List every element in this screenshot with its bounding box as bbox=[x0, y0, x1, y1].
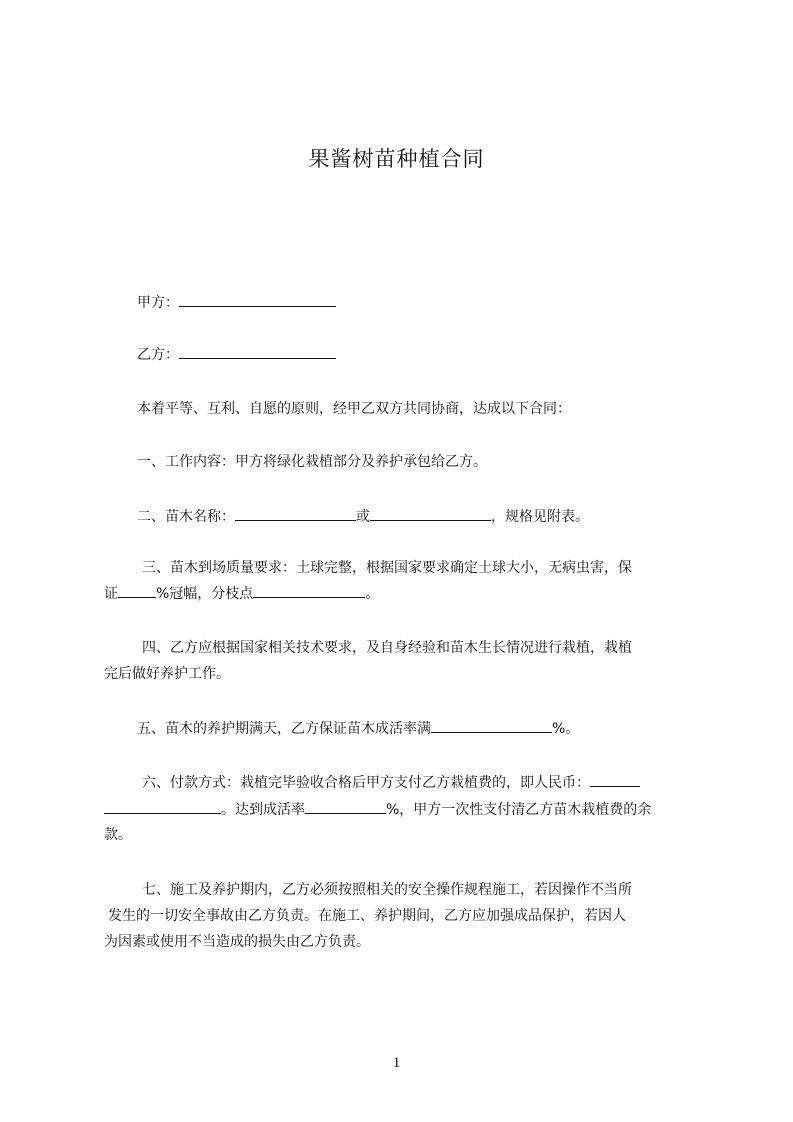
clause-1: 一、工作内容：甲方将绿化栽植部分及养护承包给乙方。 bbox=[137, 454, 487, 470]
party-a-blank[interactable] bbox=[179, 292, 336, 307]
clause-6-line-2 bbox=[104, 799, 651, 820]
document-title: 果酱树苗种植合同 bbox=[308, 147, 485, 171]
page-number: 1 bbox=[392, 1055, 401, 1071]
clause-7-line-3: 为因素或使用不当造成的损失由乙方负责。 bbox=[104, 934, 370, 950]
final-survival-rate-blank[interactable] bbox=[305, 799, 386, 814]
clause-2-prefix: 二、苗木名称： bbox=[137, 509, 235, 525]
seedling-name-blank-1[interactable] bbox=[235, 506, 356, 521]
clause-2-or: 或 bbox=[356, 509, 370, 525]
survival-rate-blank[interactable] bbox=[431, 718, 552, 733]
clause-5-prefix: 五、苗木的养护期满天，乙方保证苗木成活率满 bbox=[137, 721, 431, 737]
clause-6-line-2-suffix: %，甲方一次性支付清乙方苗木栽植费的余 bbox=[386, 802, 652, 818]
party-b-label: 乙方： bbox=[137, 347, 179, 363]
clause-6-line-2-middle: 。达到成活率 bbox=[221, 802, 305, 818]
clause-4-line-1: 四、乙方应根据国家相关技术要求，及自身经验和苗木生长情况进行栽植，栽植 bbox=[142, 640, 632, 656]
party-b-line bbox=[137, 344, 336, 365]
rmb-amount-blank-2[interactable] bbox=[104, 799, 221, 814]
clause-3-line-2-middle: %冠幅，分枝点 bbox=[156, 586, 254, 602]
branch-point-blank[interactable] bbox=[253, 583, 365, 598]
clause-3-line-1: 三、苗木到场质量要求：土球完整，根据国家要求确定土球大小，无病虫害，保 bbox=[142, 560, 632, 576]
rmb-amount-blank-1[interactable] bbox=[590, 772, 640, 787]
clause-3-line-2-prefix: 证 bbox=[104, 586, 118, 602]
clause-6-line-1 bbox=[142, 772, 640, 793]
clause-7-line-2: 发生的一切安全事故由乙方负责。在施工、养护期间，乙方应加强成品保护，若因人 bbox=[108, 908, 626, 924]
clause-7-line-1: 七、施工及养护期内，乙方必须按照相关的安全操作规程施工，若因操作不当所 bbox=[142, 882, 632, 898]
clause-5-suffix: %。 bbox=[552, 721, 580, 737]
party-a-line bbox=[137, 292, 336, 313]
seedling-name-blank-2[interactable] bbox=[370, 506, 491, 521]
clause-3-line-2-suffix: 。 bbox=[365, 586, 380, 602]
crown-width-blank[interactable] bbox=[118, 583, 156, 598]
party-b-blank[interactable] bbox=[179, 344, 336, 359]
clause-2-suffix: ，规格见附表。 bbox=[491, 509, 589, 525]
intro-text: 本着平等、互利、自愿的原则，经甲乙双方共同协商，达成以下合同： bbox=[137, 401, 571, 417]
clause-3-line-2 bbox=[104, 583, 379, 604]
party-a-label: 甲方： bbox=[137, 295, 179, 311]
clause-6-line-3: 款。 bbox=[104, 827, 132, 843]
clause-4-line-2: 完后做好养护工作。 bbox=[104, 666, 230, 682]
clause-2 bbox=[137, 506, 589, 527]
clause-5 bbox=[137, 718, 579, 739]
clause-6-line-1-text: 六、付款方式：栽植完毕验收合格后甲方支付乙方栽植费的，即人民币： bbox=[142, 775, 590, 791]
